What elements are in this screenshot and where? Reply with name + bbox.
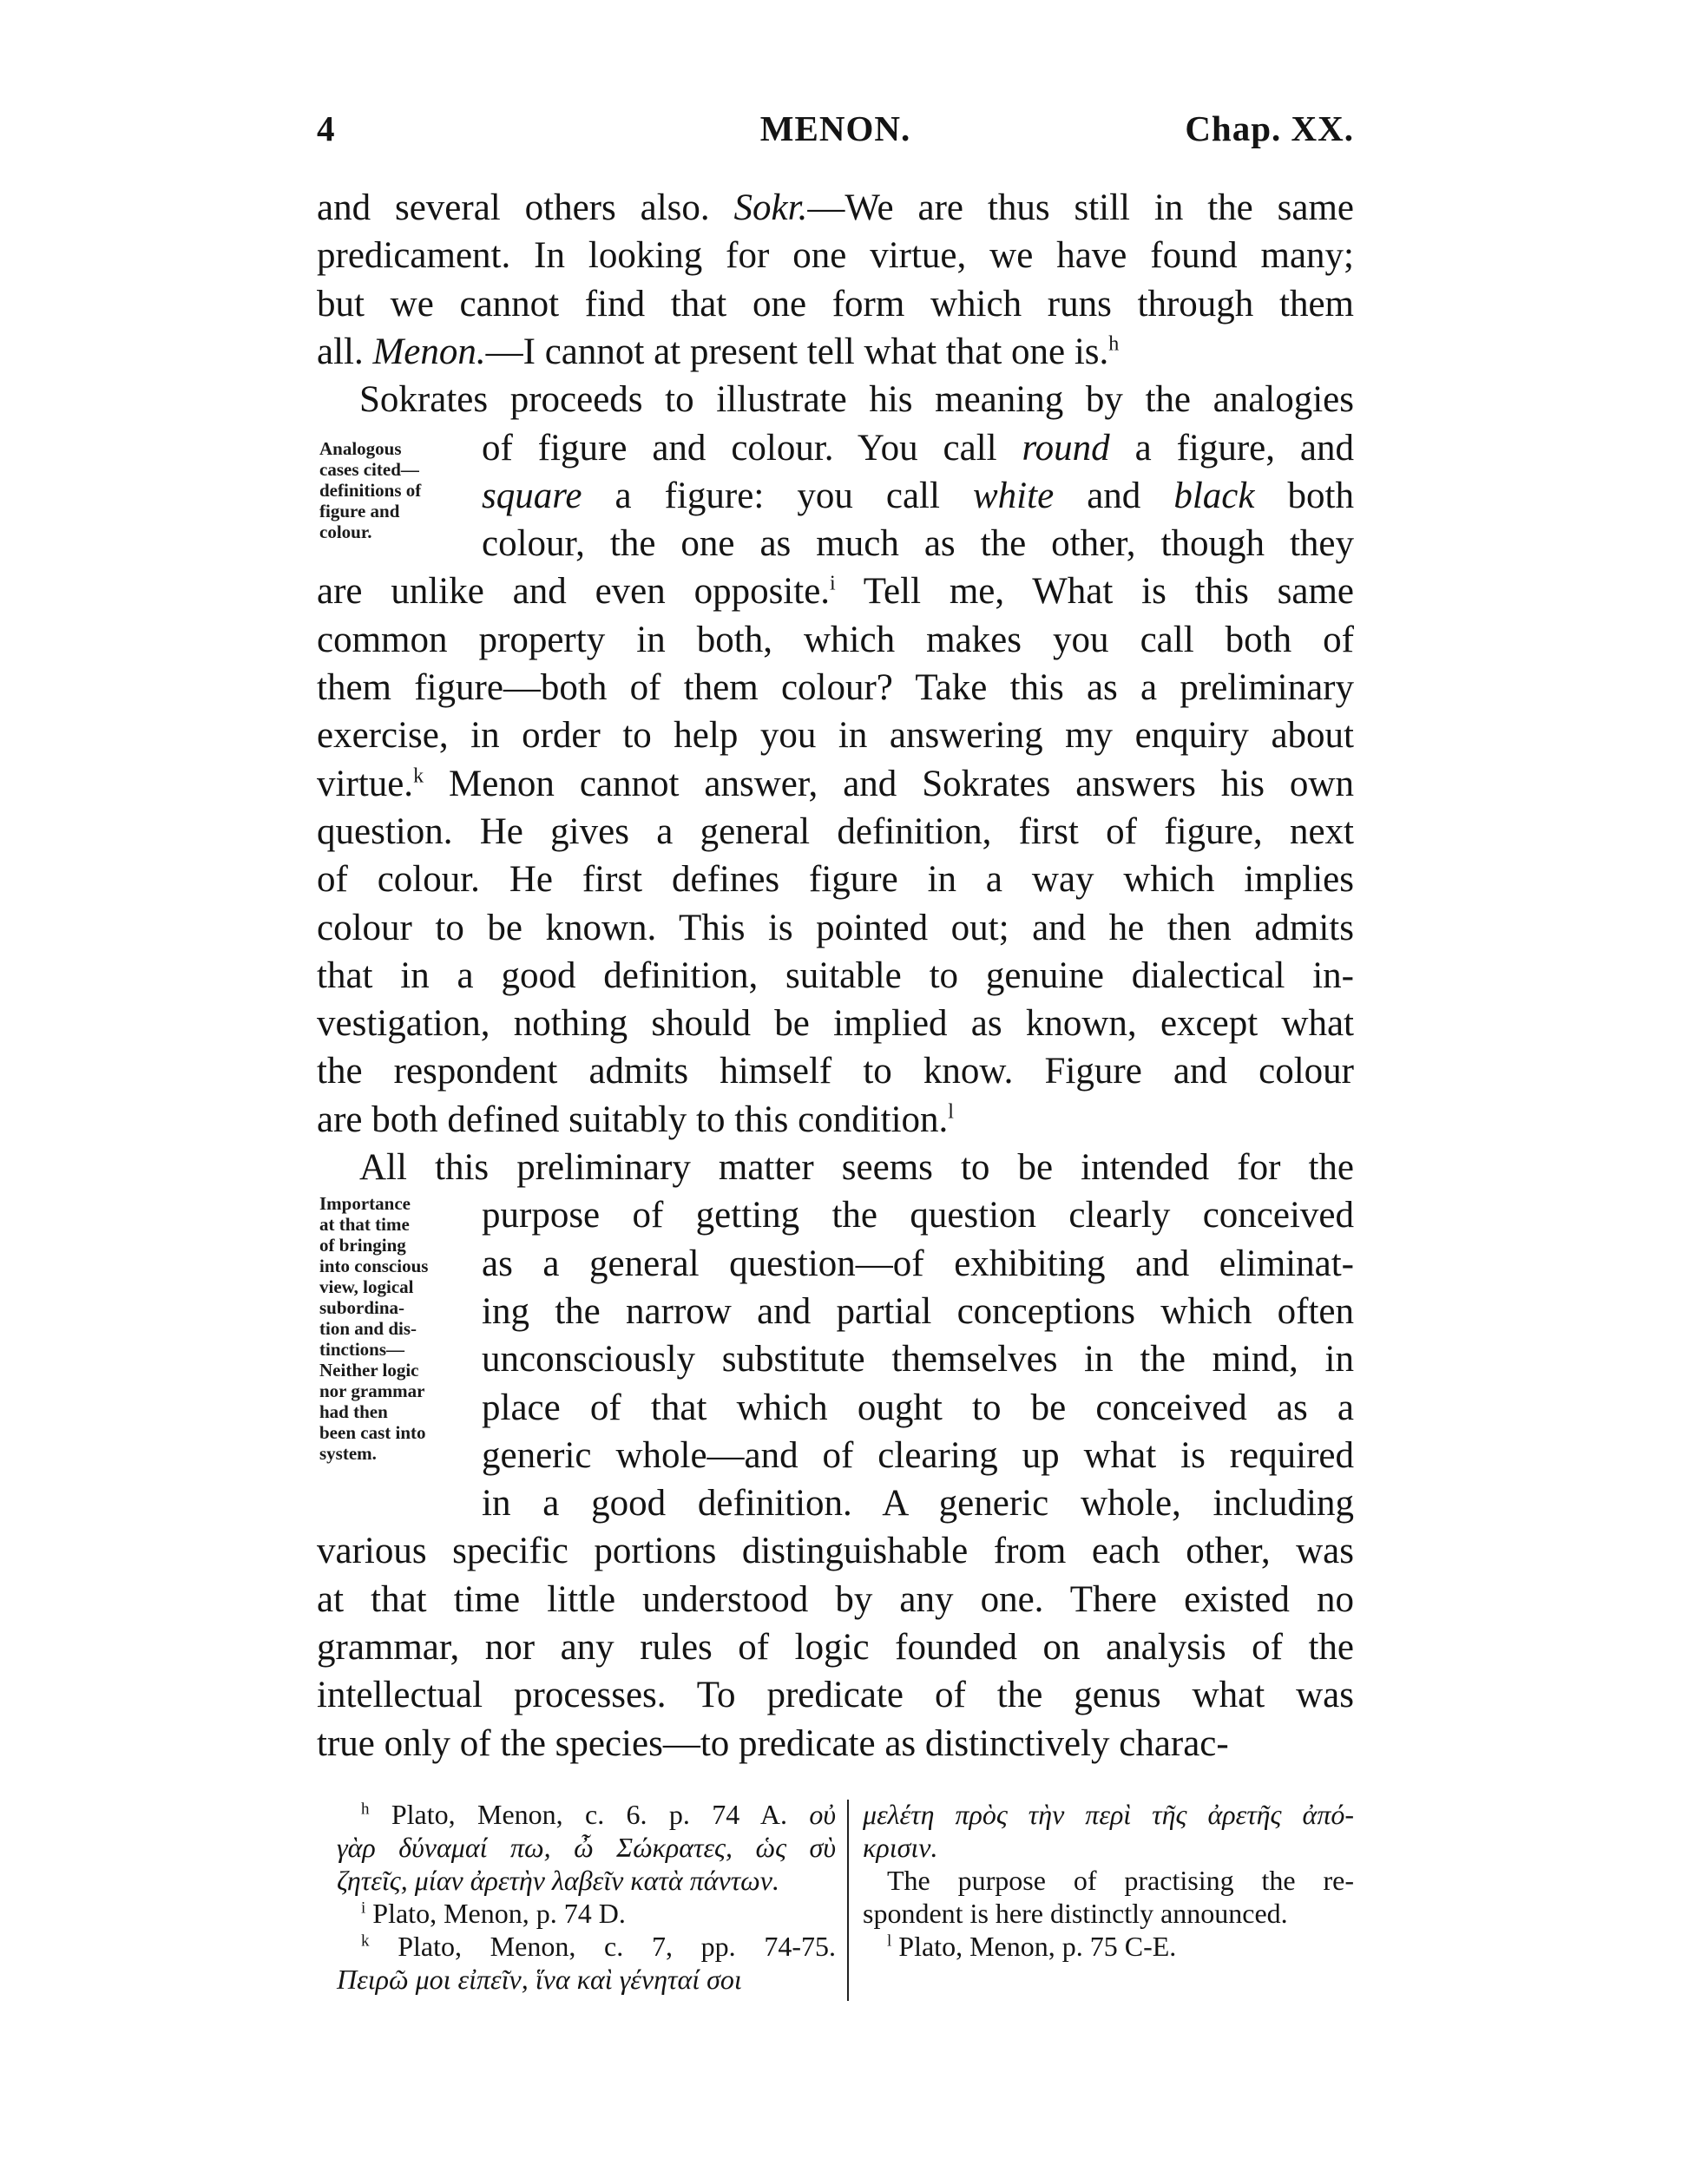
page-number: 4	[317, 108, 335, 148]
footnote-line	[337, 1864, 836, 1897]
text-line	[317, 856, 1354, 904]
text-line	[482, 1479, 1354, 1528]
footnote-marker: i	[361, 1899, 366, 1918]
side-note-line: definitions of	[319, 480, 422, 501]
text-line	[482, 1191, 1354, 1240]
text-segment: round	[1022, 427, 1110, 469]
text-segment: place of that which ought to be conceived as a	[482, 1387, 1354, 1428]
side-note-line: view, logical	[319, 1276, 414, 1297]
text-segment: unconsciously substitute themselves in the mind, in	[482, 1339, 1354, 1381]
text-segment: common property in both, which makes you call both of	[317, 619, 1354, 660]
footnote-segment: The purpose of practising the re-	[887, 1865, 1354, 1896]
text-segment: at that time little understood by any one. There existed no	[317, 1578, 1354, 1620]
text-segment: as a general question—of exhibiting and eliminat-	[482, 1243, 1354, 1284]
text-segment: Tell me, What is this same	[835, 571, 1354, 613]
text-line	[317, 567, 1354, 616]
text-segment: Menon cannot answer, and Sokrates answers his own	[424, 763, 1354, 804]
side-note-line: tinctions—	[319, 1339, 405, 1360]
text-segment: and	[1054, 475, 1174, 516]
footnote-segment: Plato, Menon, p. 74 D.	[365, 1898, 626, 1929]
text-segment: —We are thus still in the same	[807, 187, 1354, 228]
text-segment: that in a good definition, suitable to genuine dialectical in-	[317, 954, 1354, 996]
text-segment: but we cannot find that one form which runs through them	[317, 283, 1354, 325]
greek-quotation: κρισιν.	[863, 1832, 938, 1863]
footnote-segment: Plato, Menon, c. 6. p. 74 A.	[369, 1799, 810, 1830]
text-segment: a figure: you call	[582, 475, 973, 516]
footnote-marker: i	[830, 573, 836, 596]
text-line	[317, 808, 1354, 856]
chapter-label: Chap. XX.	[1185, 108, 1354, 148]
text-segment: of figure and colour. You call	[482, 427, 1022, 469]
text-line	[317, 664, 1354, 712]
text-segment: in a good definition. A generic whole, including	[482, 1483, 1354, 1525]
text-segment: purpose of getting the question clearly conceived	[482, 1195, 1354, 1236]
side-note-line: into conscious	[319, 1256, 429, 1276]
side-note-line: cases cited—	[319, 459, 419, 480]
text-segment: colour, the one as much as the other, though they	[482, 523, 1354, 565]
text-segment: grammar, nor any rules of logic founded on analysis of the	[317, 1627, 1354, 1668]
text-line	[482, 1288, 1354, 1336]
footnote-line	[863, 1864, 1354, 1897]
side-note-line: had then	[319, 1401, 388, 1422]
greek-quotation: μελέτη πρὸς τὴν περὶ τῆς ἀρετῆς ἀπό-	[863, 1799, 1354, 1830]
side-note-line: at that time	[319, 1214, 410, 1235]
text-line	[317, 616, 1354, 665]
footnote-segment: spondent is here distinctly announced.	[863, 1898, 1288, 1929]
text-segment: —I cannot at present tell what that one is.	[485, 331, 1109, 372]
footnote-line	[337, 1831, 836, 1864]
text-segment: and several others also.	[317, 187, 734, 228]
side-note-line: Neither logic	[319, 1360, 419, 1381]
text-line	[317, 904, 1354, 953]
footnote-line	[337, 1963, 836, 1996]
text-line	[359, 1144, 1354, 1192]
side-note	[319, 438, 484, 542]
text-line	[317, 1623, 1354, 1672]
footnote-marker: l	[887, 1931, 892, 1951]
text-segment: square	[482, 475, 582, 516]
greek-quotation: οὐ	[809, 1799, 836, 1830]
text-line	[317, 712, 1354, 760]
text-line	[317, 952, 1354, 1000]
side-note-line: subordina-	[319, 1297, 405, 1318]
footnote-line	[863, 1798, 1354, 1831]
text-segment: generic whole—and of clearing up what is required	[482, 1434, 1354, 1476]
text-line	[317, 232, 1354, 280]
text-line	[317, 328, 1354, 377]
greek-quotation: Πειρῶ μοι εἰπεῖν, ἵνα καὶ γένηταί σοι	[337, 1964, 742, 1995]
text-line	[317, 1527, 1354, 1576]
side-note	[319, 1193, 484, 1464]
running-title: MENON.	[759, 108, 911, 148]
greek-quotation: ζητεῖς, μίαν ἀρετὴν λαβεῖν κατὰ πάντων.	[337, 1865, 779, 1896]
text-segment: them figure—both of them colour? Take this as a preliminary	[317, 667, 1354, 708]
footnote-segment: Plato, Menon, p. 75 C-E.	[891, 1931, 1177, 1962]
text-line	[317, 280, 1354, 329]
text-line	[317, 1720, 1354, 1768]
footnote-marker: h	[361, 1800, 370, 1819]
text-segment: both	[1254, 475, 1354, 516]
text-segment: predicament. In looking for one virtue, we have found many;	[317, 235, 1354, 277]
text-segment: various specific portions distinguishable from each other, was	[317, 1531, 1354, 1572]
text-segment: Menon.	[372, 331, 486, 372]
text-line	[317, 1576, 1354, 1624]
footnote-marker: h	[1108, 332, 1120, 356]
text-segment: are both defined suitably to this condition.	[317, 1099, 949, 1140]
text-segment: exercise, in order to help you in answering my enquiry about	[317, 715, 1354, 757]
footnote-line	[863, 1930, 1354, 1963]
text-line	[359, 376, 1354, 424]
text-segment: ing the narrow and partial conceptions which often	[482, 1290, 1354, 1332]
text-line	[482, 1384, 1354, 1433]
footnote-marker: k	[413, 764, 424, 788]
footnote-line	[337, 1930, 836, 1963]
footnote-line	[337, 1897, 836, 1930]
text-line	[317, 1096, 1354, 1144]
text-segment: question. He gives a general definition, first of figure, next	[317, 810, 1354, 852]
text-segment: intellectual processes. To predicate of the genus what was	[317, 1675, 1354, 1716]
footnote-line	[863, 1897, 1354, 1930]
side-note-line: system.	[319, 1443, 377, 1464]
text-segment: All this preliminary matter seems to be intended for the	[359, 1147, 1354, 1188]
side-note-line: figure and	[319, 501, 400, 521]
text-segment: vestigation, nothing should be implied as known, except what	[317, 1003, 1354, 1045]
footnotes-right-column	[863, 1798, 1354, 1963]
text-segment: virtue.	[317, 763, 414, 804]
text-line	[317, 1671, 1354, 1720]
footnote-marker: k	[361, 1931, 370, 1951]
text-line	[317, 184, 1354, 233]
column-divider	[847, 1800, 849, 2001]
text-segment: of colour. He first defines figure in a way which implies	[317, 859, 1354, 901]
running-header	[317, 102, 1354, 154]
greek-quotation: γὰρ δύναμαί πω, ὦ Σώκρατες, ὡς σὺ	[337, 1832, 836, 1863]
text-line	[317, 1000, 1354, 1048]
text-line	[482, 520, 1354, 568]
text-segment: Sokrates proceeds to illustrate his meaning by the analogies	[359, 379, 1354, 421]
text-line	[482, 1432, 1354, 1480]
footnote-marker: l	[948, 1100, 954, 1124]
side-note-line: of bringing	[319, 1235, 406, 1256]
side-note-line: tion and dis-	[319, 1318, 417, 1339]
text-segment: all.	[317, 331, 373, 372]
text-line	[482, 1240, 1354, 1289]
side-note-line: Analogous	[319, 438, 402, 459]
text-segment: white	[973, 475, 1055, 516]
text-segment: colour to be known. This is pointed out; and he then admits	[317, 907, 1354, 948]
footnote-line	[337, 1798, 836, 1831]
footnote-line	[863, 1831, 1354, 1864]
side-note-line: Importance	[319, 1193, 411, 1214]
text-line	[317, 760, 1354, 809]
footnotes-left-column	[337, 1798, 836, 1996]
side-note-line: nor grammar	[319, 1381, 425, 1401]
text-segment: true only of the species—to predicate as distinctively charac-	[317, 1722, 1229, 1764]
side-note-line: been cast into	[319, 1422, 426, 1443]
side-note-line: colour.	[319, 521, 372, 542]
text-line	[482, 424, 1354, 473]
text-segment: a figure, and	[1109, 427, 1354, 469]
text-line	[482, 1335, 1354, 1384]
text-segment: black	[1173, 475, 1255, 516]
text-line	[317, 1047, 1354, 1096]
text-line	[482, 472, 1354, 521]
text-segment: are unlike and even opposite.	[317, 571, 831, 613]
text-segment: the respondent admits himself to know. Figure and colour	[317, 1051, 1354, 1092]
footnote-segment: Plato, Menon, c. 7, pp. 74-75.	[369, 1931, 836, 1962]
text-segment: Sokr.	[733, 187, 808, 228]
